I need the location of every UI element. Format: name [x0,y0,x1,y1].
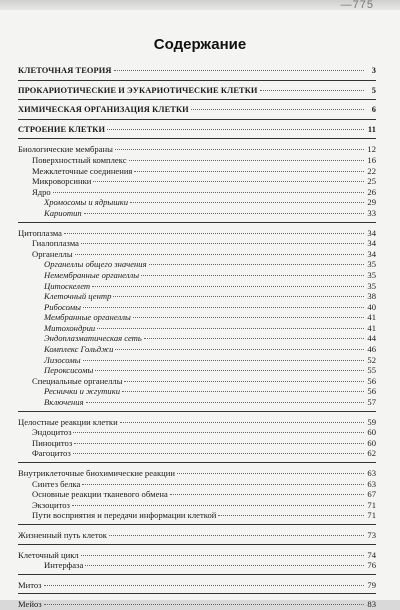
section-divider [18,222,376,223]
toc-page-number: 6 [371,105,376,115]
toc-entry[interactable] [18,550,376,561]
toc-page-number: 35 [367,280,376,291]
toc-leader-dots [113,295,364,297]
toc-entry-label: Гиалоплазма [32,238,79,249]
toc-page-number: 67 [367,489,376,500]
toc-entry-label: Реснички и жгутики [44,386,121,397]
toc-page-number: 35 [367,269,376,280]
toc-entry[interactable] [18,355,376,366]
toc-entry[interactable] [18,580,376,591]
section-divider [18,119,376,120]
toc-entry-label: Клеточный центр [44,291,112,302]
toc-leader-dots [75,253,364,255]
toc-leader-dots [81,242,364,244]
toc-page-number: 59 [367,416,376,427]
toc-entry[interactable] [18,291,376,302]
toc-entry-chemical-organization[interactable] [18,105,376,116]
toc-leader-dots [86,401,364,403]
toc-leader-dots [141,274,364,276]
section-divider [18,99,376,100]
toc-entry-label: Фагоцитоз [32,448,71,459]
toc-leader-dots [95,369,364,371]
toc-entry[interactable] [18,238,376,249]
toc-leader-dots [124,380,364,382]
toc-entry-label: Межклеточные соединения [32,165,133,176]
toc-leader-dots [107,128,364,130]
toc-entry-label: Клеточный цикл [18,549,79,560]
toc-page-number: 3 [371,66,376,75]
toc-entry-label: СТРОЕНИЕ КЛЕТКИ [18,124,106,134]
toc-entry-label: Кариотип [44,207,82,218]
toc-leader-dots [73,431,364,433]
toc-page-number: 41 [367,312,376,323]
toc-leader-dots [92,285,364,287]
toc-entry[interactable] [18,197,376,208]
toc-entry[interactable] [18,166,376,177]
toc-entry-label: Синтез белка [32,478,81,489]
toc-page-number: 41 [367,322,376,333]
toc-entry[interactable] [18,365,376,376]
toc-page-number: 5 [371,85,376,95]
toc-entry-label: Комплекс Гольджи [44,344,114,355]
toc-page-number: 38 [367,291,376,302]
toc-entry[interactable] [18,599,376,610]
page-title: Содержание [153,36,247,53]
toc-entry-label: Органеллы общего значения [44,259,147,270]
toc-page-number: 11 [367,124,376,134]
toc-entry-label: Хромосомы и ядрышки [44,197,129,208]
toc-page-number: 57 [367,397,376,408]
toc-page-number: 74 [367,549,376,560]
toc-entry[interactable] [18,438,376,449]
toc-entry[interactable] [18,259,376,270]
toc-page-number: 34 [367,248,376,259]
toc-entry-label: Включения [44,397,84,408]
toc-entry[interactable] [18,144,376,155]
toc-leader-dots [84,212,364,214]
toc-entry-label: Органеллы [32,248,73,259]
toc-page-number: 63 [367,468,376,478]
toc-leader-dots [260,89,364,91]
toc-entry-label: Цитоскелет [44,280,91,291]
toc-leader-dots [149,263,364,265]
toc-entry[interactable] [18,386,376,397]
toc-entry-label: Митоз [18,579,42,590]
toc-entry-label: Микроворсинки [32,176,92,187]
section-divider [18,80,376,81]
toc-leader-dots [177,472,364,474]
section-divider [18,462,376,463]
toc-leader-dots [134,170,364,172]
toc-leader-dots [97,327,364,329]
toc-page-number: 79 [367,579,376,590]
toc-page-number: 56 [367,386,376,397]
toc-leader-dots [144,337,364,339]
toc-entry[interactable] [18,302,376,313]
toc-entry[interactable] [18,417,376,428]
toc-entry-cell-structure[interactable] [18,125,376,136]
toc-entry-label: Интерфаза [44,560,84,571]
toc-entry[interactable] [18,560,376,571]
toc-leader-dots [120,421,364,423]
toc-leader-dots [191,108,364,110]
toc-page-number: 73 [367,529,376,540]
toc-entry-label: Целостные реакции клетки [18,416,118,427]
toc-page-number: 83 [367,599,376,610]
toc-entry-label: Пероксисомы [44,365,94,376]
toc-entry[interactable] [18,155,376,166]
header-page-number: —775 [340,0,374,11]
toc-leader-dots [83,306,364,308]
toc-leader-dots [130,201,364,203]
toc-leader-dots [218,514,364,516]
toc-entry-label: КЛЕТОЧНАЯ ТЕОРИЯ [18,66,112,75]
toc-page-number: 29 [367,197,376,208]
toc-page-number: 55 [367,365,376,376]
toc-entry[interactable] [18,500,376,511]
section-divider [18,524,376,525]
toc-page-number: 33 [367,207,376,218]
toc-entry-label: Пути восприятия и передачи информации клеткой [32,510,217,521]
section-divider [18,138,376,139]
toc-page-number: 22 [367,165,376,176]
toc-page-number: 16 [367,154,376,165]
toc-entry-label: Мембранные органеллы [44,312,131,323]
toc-page-number: 62 [367,448,376,459]
toc-leader-dots [133,316,364,318]
toc-entry[interactable] [18,228,376,239]
toc-entry-label: Жизненный путь клеток [18,529,107,540]
toc-page-number: 71 [367,499,376,510]
toc-entry-label: Эндоцитоз [32,427,72,438]
toc-page-number: 34 [367,238,376,249]
toc-entry[interactable] [18,187,376,198]
toc-entry-label: ПРОКАРИОТИЧЕСКИЕ И ЭУКАРИОТИЧЕСКИЕ КЛЕТКИ [18,85,258,95]
toc-entry-label: Цитоплазма [18,227,62,238]
toc-entry[interactable] [18,176,376,187]
toc-page-number: 56 [367,375,376,386]
toc-leader-dots [53,191,364,193]
toc-entry[interactable] [18,312,376,323]
toc-entry-prokaryotic-eukaryotic[interactable] [18,86,376,97]
toc-leader-dots [122,390,364,392]
toc-leader-dots [85,564,364,566]
toc-entry[interactable] [18,468,376,479]
toc-page-number: 25 [367,176,376,187]
toc-entry-label: Основные реакции тканевого обмена [32,489,168,500]
toc-leader-dots [93,180,364,182]
toc-entry-label: Поверхностный комплекс [32,154,127,165]
toc-entry[interactable] [18,208,376,219]
toc-leader-dots [83,359,364,361]
toc-page-number: 12 [367,144,376,155]
toc-leader-dots [64,232,364,234]
toc-entry-label: Эндоплазматическая сеть [44,333,142,344]
toc-leader-dots [82,483,364,485]
toc-leader-dots [44,603,364,605]
toc-entry[interactable] [18,376,376,387]
toc-entry[interactable] [18,397,376,408]
toc-entry[interactable] [18,427,376,438]
toc-page-number: 63 [367,478,376,489]
toc-entry[interactable] [18,448,376,459]
toc-leader-dots [109,534,364,536]
toc-entry[interactable] [18,479,376,490]
toc-page-number: 34 [367,227,376,238]
section-divider [18,544,376,545]
toc-leader-dots [115,148,364,150]
toc-entry-label: Экзоцитоз [32,499,70,510]
toc-entry-label: ХИМИЧЕСКАЯ ОРГАНИЗАЦИЯ КЛЕТКИ [18,105,189,115]
section-divider [18,574,376,575]
toc-page-number: 76 [367,560,376,571]
page-header-strip [0,0,400,10]
toc-entry-label: Митохондрии [44,322,96,333]
toc-entry[interactable] [18,510,376,521]
toc-entry[interactable] [18,249,376,260]
toc-page-number: 40 [367,301,376,312]
section-divider [18,411,376,412]
section-divider [18,593,376,594]
toc-entry[interactable] [18,344,376,355]
toc-entry-label: Рибосомы [44,301,81,312]
toc-entry-cell-theory[interactable] [18,66,376,77]
toc-leader-dots [170,493,364,495]
toc-page-number: 60 [367,427,376,438]
toc-page-number: 60 [367,437,376,448]
toc-entry[interactable] [18,333,376,344]
toc-leader-dots [81,554,364,556]
toc-entry-label: Мейоз [18,599,42,610]
toc-leader-dots [114,69,365,71]
toc-entry-label: Пиноцитоз [32,437,73,448]
toc-page-number: 26 [367,186,376,197]
toc-entry[interactable] [18,281,376,292]
toc-page-number: 52 [367,354,376,365]
toc-page-number: 35 [367,259,376,270]
toc-leader-dots [115,348,364,350]
toc-page-number: 71 [367,510,376,521]
toc-entry[interactable] [18,270,376,281]
toc-entry-label: Немембранные органеллы [44,269,140,280]
toc-entry-label: Биологические мембраны [18,144,113,155]
toc-leader-dots [44,584,364,586]
table-of-contents [18,66,376,610]
toc-entry-label: Лизосомы [44,354,81,365]
toc-entry[interactable] [18,323,376,334]
toc-leader-dots [129,159,364,161]
toc-leader-dots [74,442,364,444]
toc-leader-dots [73,452,364,454]
toc-entry-label: Специальные органеллы [32,375,123,386]
toc-entry-label: Ядро [32,186,51,197]
toc-entry-label: Внутриклеточные биохимические реакции [18,468,175,478]
toc-page-number: 46 [367,344,376,355]
toc-leader-dots [72,504,364,506]
toc-page-number: 44 [367,333,376,344]
toc-entry[interactable] [18,530,376,541]
toc-entry[interactable] [18,489,376,500]
